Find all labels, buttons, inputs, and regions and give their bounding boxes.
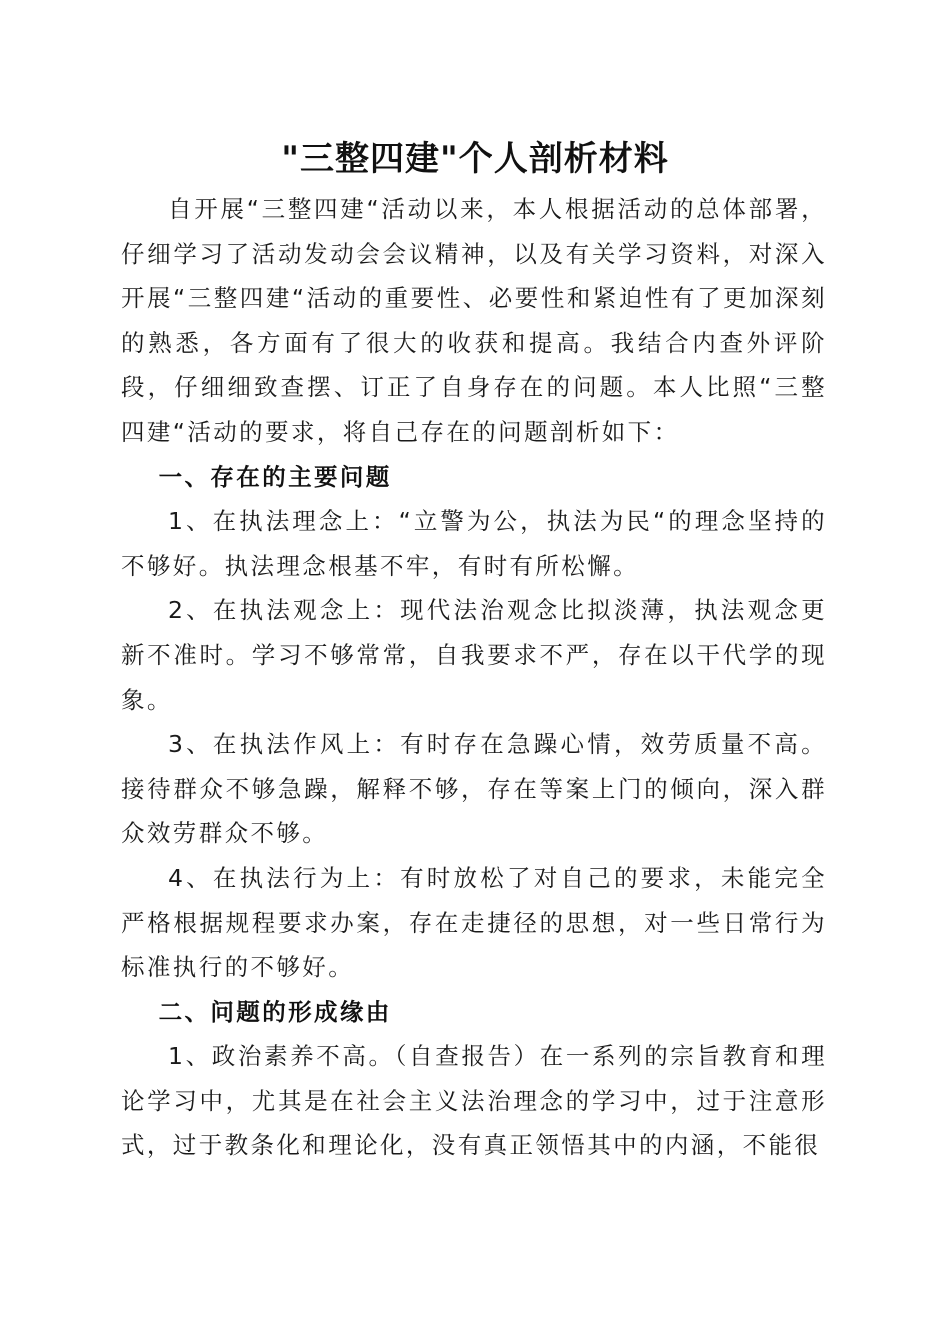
intro-paragraph: 自开展“三整四建“活动以来，本人根据活动的总体部署，仔细学习了活动发动会会议精神，以及有关学习资料，对深入开展“三整四建“活动的重要性、必要性和紧迫性有了更加深刻的熟悉，各方面有了很大的收获和提高。我结合内查外评阶段，仔细细致查摆、订正了自身存在的问题。本人比照“三整四建“活动的要求，将自己存在的问题剖析如下： [121,195,827,446]
section-heading-main-problems: 一、存在的主要问题 [158,462,392,491]
cause-item-1: 1、政治素养不高。（自查报告）在一系列的宗旨教育和理论学习中，尤其是在社会主义法治理念的学习中，过于注意形式，过于教条化和理论化，没有真正领悟其中的内涵，不能很 [121,1042,827,1160]
document-title: "三整四建"个人剖析材料 [281,139,669,179]
section-heading-causes: 二、问题的形成缘由 [158,997,392,1026]
problem-item-2: 2、在执法观念上：现代法治观念比拟淡薄，执法观念更新不准时。学习不够常常，自我要求不严，存在以干代学的现象。 [121,596,827,714]
problem-item-3: 3、在执法作风上：有时存在急躁心情，效劳质量不高。接待群众不够急躁，解释不够，存在等案上门的倾向，深入群众效劳群众不够。 [121,730,827,848]
problem-item-1: 1、在执法理念上：“立警为公，执法为民“的理念坚持的不够好。执法理念根基不牢，有时有所松懈。 [121,507,827,580]
problem-item-4: 4、在执法行为上：有时放松了对自己的要求，未能完全严格根据规程要求办案，存在走捷径的思想，对一些日常行为标准执行的不够好。 [121,863,827,982]
document-body [121,187,827,1168]
